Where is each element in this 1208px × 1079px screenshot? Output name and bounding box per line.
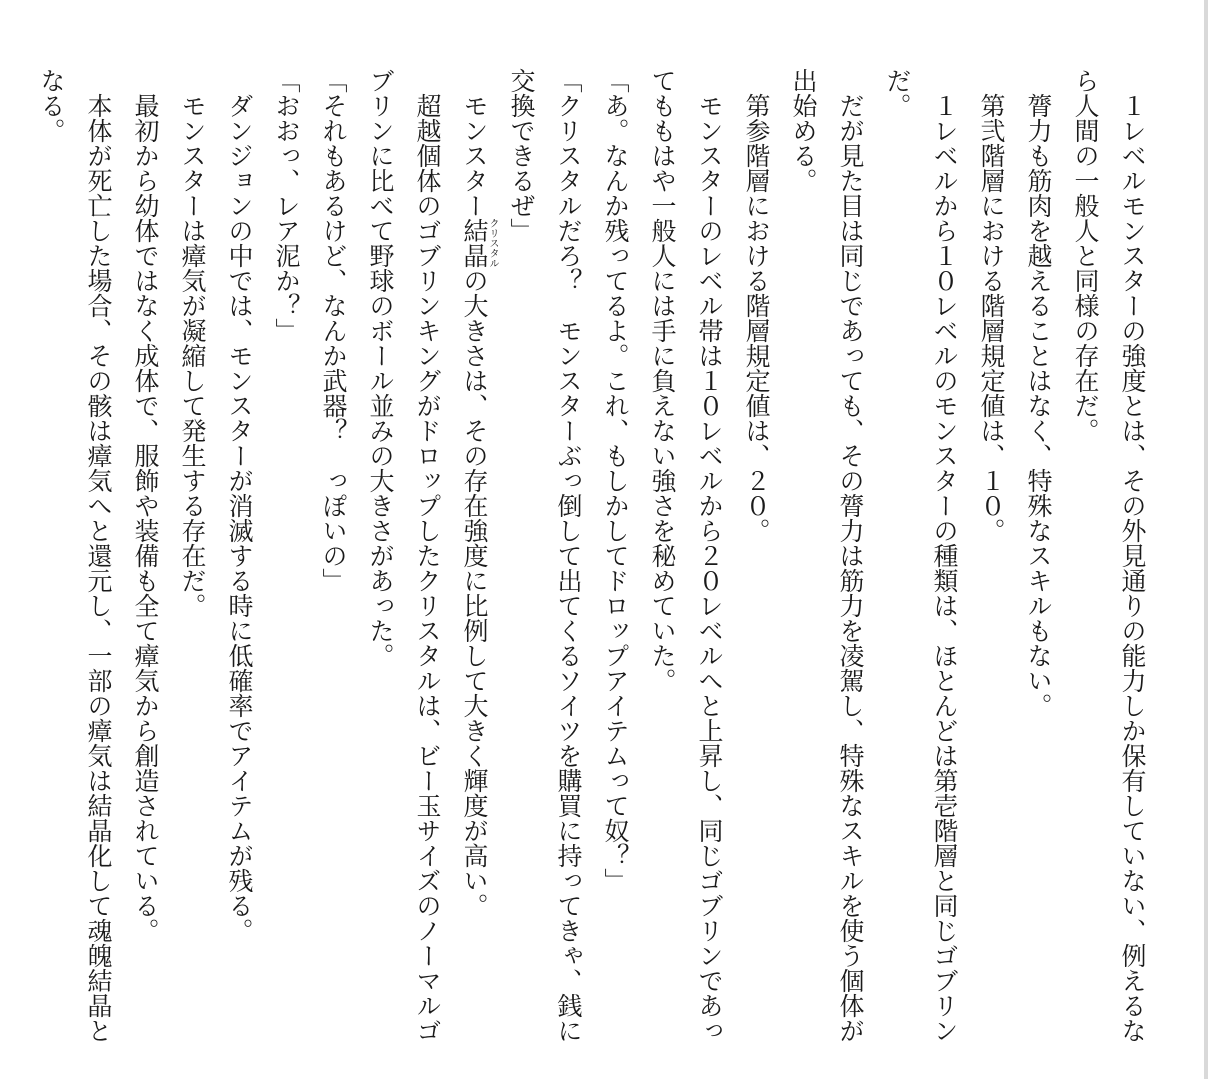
page-edge-rule — [1204, 0, 1208, 1079]
ruby-base: 結晶 — [460, 218, 489, 268]
paragraph-9: 「クリスタルだろ？ モンスターぶっ倒して出てくるソイツを購買に持ってきゃ、銭に交換できるぜ」 — [507, 68, 583, 1043]
ruby-before-text: モンスター — [460, 68, 489, 218]
paragraph-6: 第参階層における階層規定値は、２０。 — [742, 68, 771, 543]
ruby-reading: クリスタル — [487, 218, 498, 268]
paragraph-7: モンスターのレベル帯は１０レベルから２０レベルへと上昇し、同じゴブリンであってももはや一般人には手に負えない強さを秘めていた。 — [648, 68, 724, 1043]
paragraph-5: だが見た目は同じであっても、その膂力は筋力を凌駕し、特殊なスキルを使う個体が出始める。 — [789, 68, 865, 1043]
paragraph-16: 最初から幼体ではなく成体で、服飾や装備も全て瘴気から創造されている。 — [131, 68, 160, 943]
paragraph-8: 「あ。なんか残ってるよ。これ、もしかしてドロップアイテムって奴？」 — [601, 68, 630, 893]
paragraph-14: ダンジョンの中では、モンスターが消滅する時に低確率でアイテムが残る。 — [225, 68, 254, 943]
paragraph-13: 「おおっ、レア泥か？」 — [272, 68, 301, 343]
paragraph-12: 「それもあるけど、なんか武器？ っぽいの」 — [319, 68, 348, 593]
paragraph-15: モンスターは瘴気が凝縮して発生する存在だ。 — [178, 68, 207, 618]
paragraph-11: 超越個体のゴブリンキングがドロップしたクリスタルは、ビー玉サイズのノーマルゴブリンに比べて野球のボール並みの大きさがあった。 — [366, 68, 442, 1043]
paragraph-10 — [451, 68, 498, 1048]
paragraph-1: １レベルモンスターの強度とは、その外見通りの能力しか保有していない、例えるなら人間の一般人と同様の存在だ。 — [1071, 68, 1147, 1043]
paragraph-2: 膂力も筋肉を越えることはなく、特殊なスキルもない。 — [1024, 68, 1053, 718]
crystal-ruby — [460, 218, 498, 268]
vertical-text-page — [37, 68, 1156, 1048]
paragraph-17: 本体が死亡した場合、その骸は瘴気へと還元し、一部の瘴気は結晶化して魂魄結晶となる。 — [37, 68, 113, 1043]
ruby-after-text: の大きさは、その存在強度に比例して大きく輝度が高い。 — [460, 268, 489, 918]
paragraph-3: 第弐階層における階層規定値は、１０。 — [977, 68, 1006, 543]
paragraph-4: １レベルから１０レベルのモンスターの種類は、ほとんどは第壱階層と同じゴブリンだ。 — [883, 68, 959, 1043]
